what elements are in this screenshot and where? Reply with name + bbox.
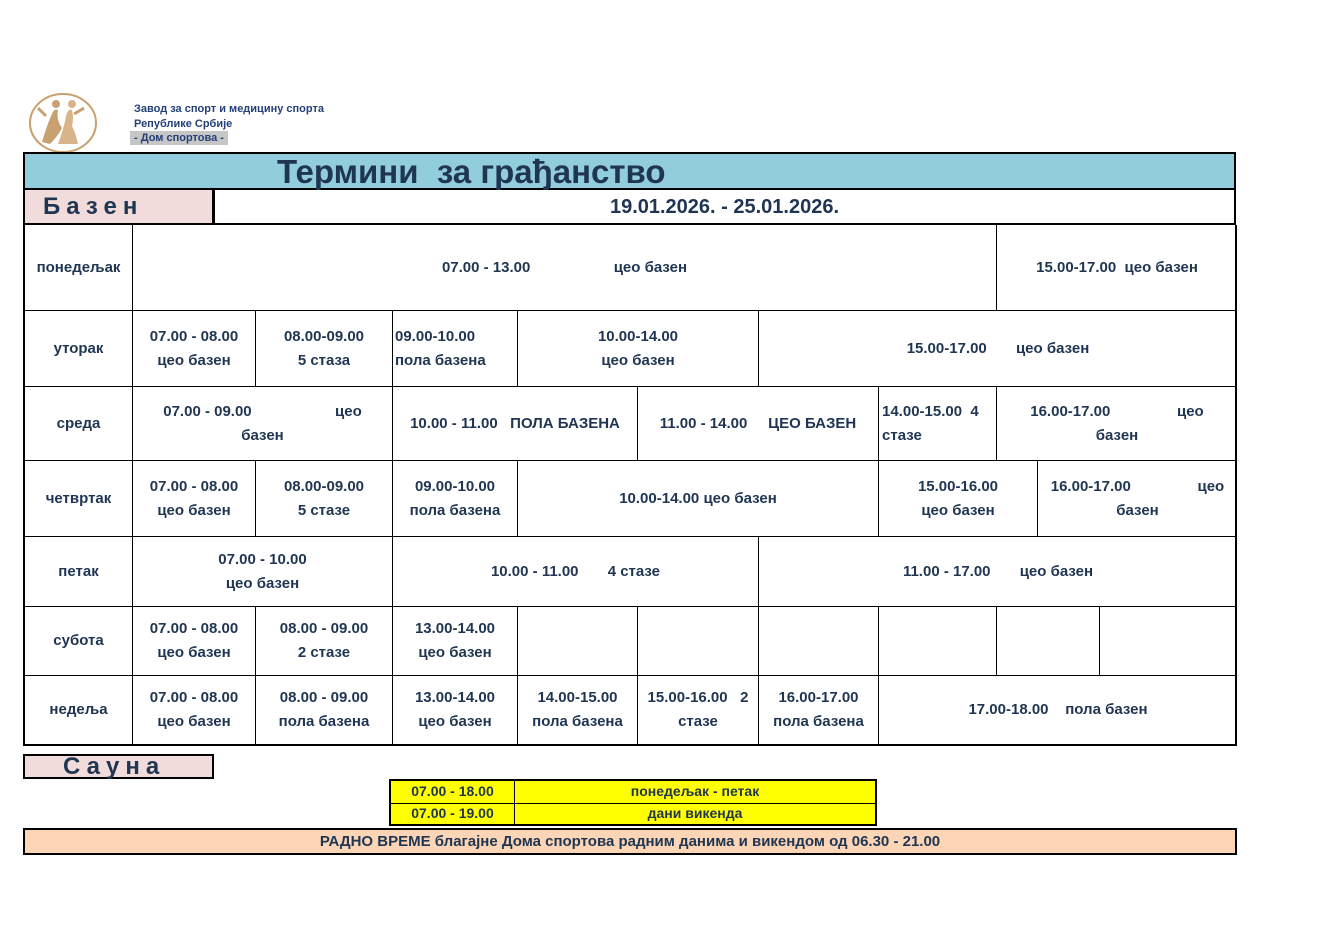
empty-slot <box>879 607 997 676</box>
day-label: петак <box>25 537 133 607</box>
institution-country: Републике Србије <box>134 118 233 130</box>
title-bar <box>23 152 1236 190</box>
schedule-slot: 08.00-09.00 5 стаза <box>256 311 393 387</box>
schedule-slot: 09.00-10.00 пола базена <box>393 461 518 537</box>
schedule-slot: 07.00 - 10.00 цео базен <box>133 537 393 607</box>
schedule-slot: 07.00 - 13.00 цео базен <box>133 225 997 311</box>
schedule-slot: 15.00-17.00 цео базен <box>759 311 1237 387</box>
empty-slot <box>1100 607 1237 676</box>
schedule-slot: 15.00-16.00 2 стазе <box>638 676 759 744</box>
schedule-slot: 16.00-17.00 цео базен <box>997 387 1237 461</box>
schedule-slot: 10.00-14.00 цео базен <box>518 311 759 387</box>
schedule-slot: 11.00 - 17.00 цео базен <box>759 537 1237 607</box>
empty-slot <box>997 607 1100 676</box>
sauna-hours-table <box>389 779 877 826</box>
schedule-slot: 14.00-15.00 пола базена <box>518 676 638 744</box>
day-label: уторак <box>25 311 133 387</box>
schedule-slot: 07.00 - 08.00 цео базен <box>133 607 256 676</box>
schedule-slot: 07.00 - 08.00 цео базен <box>133 461 256 537</box>
schedule-slot: 08.00 - 09.00 2 стазе <box>256 607 393 676</box>
schedule-slot: 13.00-14.00 цео базен <box>393 676 518 744</box>
sauna-section-label: Сауна <box>23 754 214 779</box>
schedule-slot: 08.00 - 09.00 пола базена <box>256 676 393 744</box>
schedule-slot: 09.00-10.00 пола базена <box>393 311 518 387</box>
sauna-hours: 07.00 - 18.00 <box>391 781 515 803</box>
schedule-slot: 16.00-17.00 цео базен <box>1038 461 1237 537</box>
schedule-slot: 08.00-09.00 5 стазе <box>256 461 393 537</box>
sauna-row <box>391 781 875 804</box>
schedule-slot: 15.00-17.00 цео базен <box>997 225 1237 311</box>
schedule-slot: 07.00 - 09.00 цео базен <box>133 387 393 461</box>
day-label: четвртак <box>25 461 133 537</box>
schedule-slot: 14.00-15.00 4 стазе <box>879 387 997 461</box>
schedule-slot: 07.00 - 08.00 цео базен <box>133 311 256 387</box>
schedule-slot: 15.00-16.00 цео базен <box>879 461 1038 537</box>
empty-slot <box>518 607 638 676</box>
day-label: недеља <box>25 676 133 744</box>
schedule-slot: 16.00-17.00 пола базена <box>759 676 879 744</box>
date-range: 19.01.2026. - 25.01.2026. <box>214 190 1236 225</box>
page-title: Термини за грађанство <box>277 153 666 190</box>
pool-section-label: Базен <box>23 190 214 225</box>
schedule-slot: 11.00 - 14.00 ЦЕО БАЗЕН <box>638 387 879 461</box>
day-label: субота <box>25 607 133 676</box>
cashier-hours-note: РАДНО ВРЕМЕ благајне Дома спортова радним данима и викендом од 06.30 - 21.00 <box>23 828 1237 855</box>
institution-venue: - Дом спортова - <box>130 131 228 145</box>
schedule-slot: 07.00 - 08.00 цео базен <box>133 676 256 744</box>
day-label: понедељак <box>25 225 133 311</box>
schedule-slot: 10.00 - 11.00 4 стазе <box>393 537 759 607</box>
institution-name: Завод за спорт и медицину спорта <box>134 103 324 115</box>
day-label: среда <box>25 387 133 461</box>
sauna-days: понедељак - петак <box>630 783 760 799</box>
schedule-slot: 17.00-18.00 пола базен <box>968 701 1148 718</box>
empty-slot <box>759 607 879 676</box>
schedule-slot: 10.00-14.00 цео базен <box>518 461 879 537</box>
sauna-row <box>391 803 875 825</box>
pool-schedule-table <box>23 225 1237 746</box>
logo-icon <box>28 92 98 154</box>
schedule-slot: 13.00-14.00 цео базен <box>393 607 518 676</box>
schedule-slot: 10.00 - 11.00 ПОЛА БАЗЕНА <box>393 387 638 461</box>
sauna-hours: 07.00 - 19.00 <box>391 803 515 825</box>
sauna-days: дани викенда <box>647 805 743 821</box>
empty-slot <box>638 607 759 676</box>
